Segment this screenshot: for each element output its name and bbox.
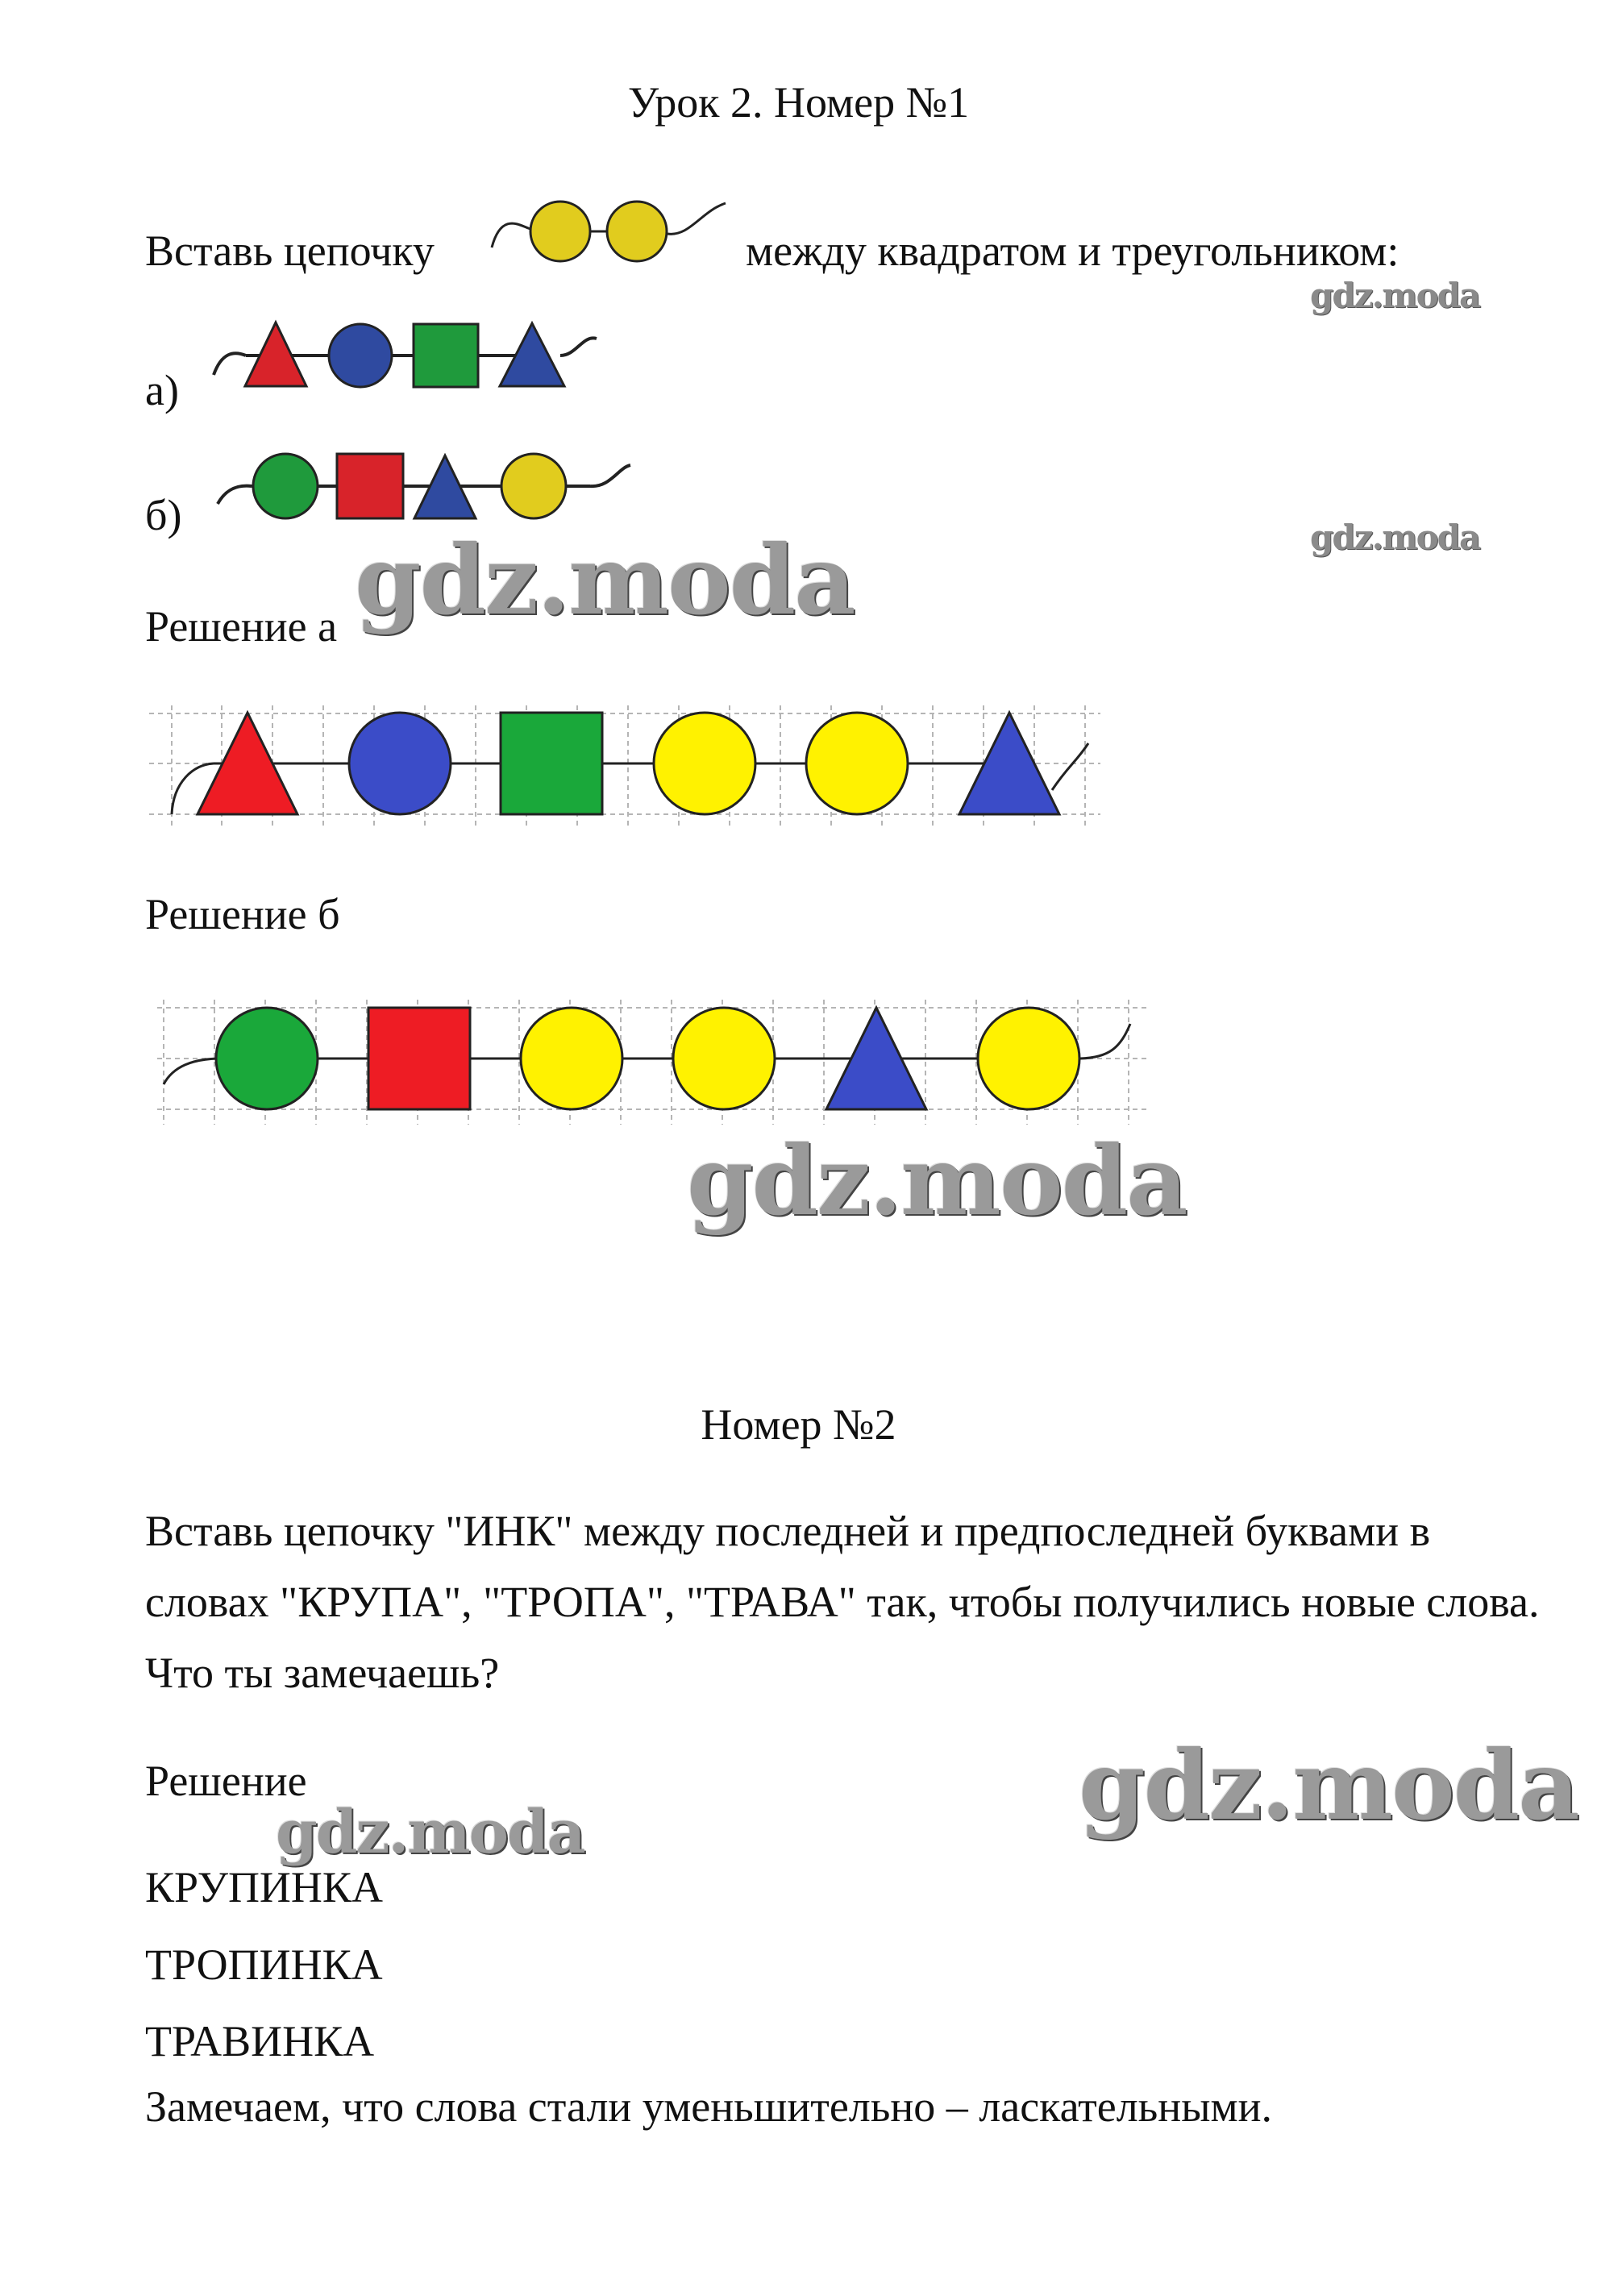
insert-chain-bead-2 [607,202,667,261]
watermark-big-3: gdz.moda [1079,1729,1578,1841]
task1-prompt-left: Вставь цепочку [145,227,435,275]
answer-3: ТРАВИНКА [145,2017,375,2065]
solution-a-green-square [501,713,602,814]
answer-1: КРУПИНКА [145,1863,383,1911]
watermark-small-2: gdz.moda [1310,518,1480,557]
watermark-small-1: gdz.moda [1310,276,1480,315]
solution-a-yellow-circle-2 [806,713,908,814]
option-a-green-square [414,324,478,387]
watermark-big-2: gdz.moda [687,1125,1187,1237]
option-a-chain [206,302,609,415]
watermark-big-1: gdz.moda [355,524,855,636]
option-b-red-square [337,454,403,518]
solution-b-chain [157,992,1149,1133]
solution-a-yellow-circle-1 [654,713,755,814]
watermark-mid-1: gdz.moda [276,1798,584,1867]
solution-b-yellow-circle-3 [978,1008,1079,1109]
solution-b-yellow-circle-2 [673,1008,775,1109]
option-a-label: а) [145,366,179,414]
task2-conclusion: Замечаем, что слова стали уменьшительно – ласкательными. [145,2082,1273,2131]
option-b-label: б) [145,491,182,539]
insert-chain-image [484,179,734,284]
solution-b-red-square [368,1008,470,1109]
option-b-yellow-circle [501,454,566,518]
task1-prompt-right: между квадратом и треугольником: [746,227,1399,275]
answer-2: ТРОПИНКА [145,1940,383,1989]
solution-b-label: Решение б [145,890,340,938]
task2-solution-label: Решение [145,1757,307,1805]
option-a-blue-circle [329,324,392,387]
solution-b-green-circle [216,1008,318,1109]
task1-heading: Урок 2. Номер №1 [627,78,970,127]
solution-a-label: Решение а [145,602,338,651]
solution-a-blue-circle [349,713,451,814]
solution-a-chain [149,701,1100,830]
option-b-green-circle [253,454,318,518]
task2-heading: Номер №2 [701,1400,896,1449]
insert-chain-bead-1 [530,202,590,261]
task2-question: Вставь цепочку "ИНК" между последней и предпоследней буквами в словах "КРУПА", "ТРОПА", "ТРАВА" так, чтобы получились новые слова. Что ты замечаешь? [145,1507,1540,1697]
solution-b-yellow-circle-1 [521,1008,622,1109]
